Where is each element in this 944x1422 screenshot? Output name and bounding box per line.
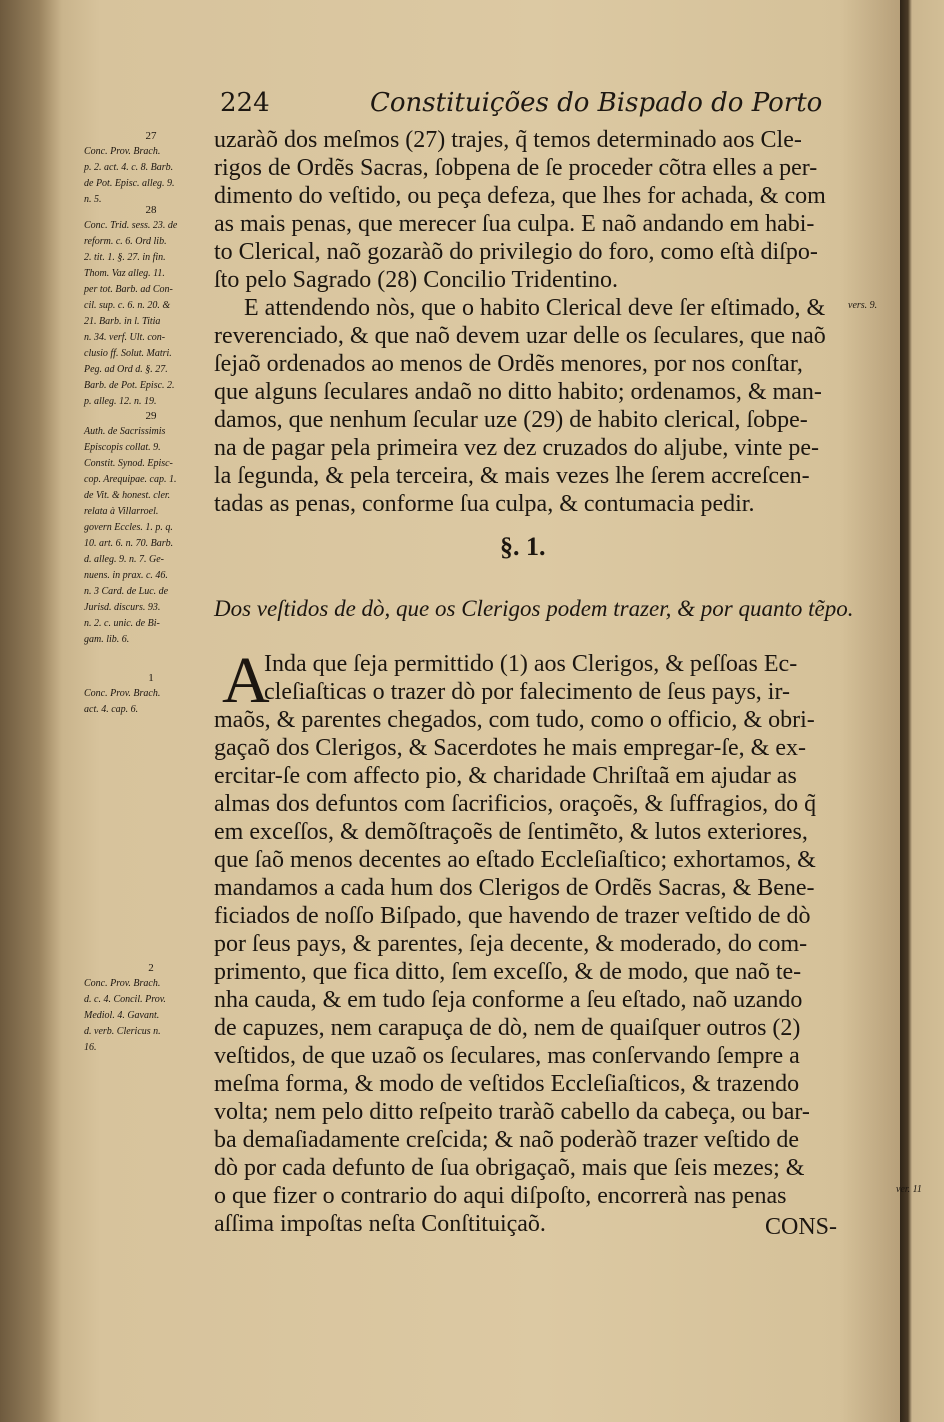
drop-cap: A (222, 644, 270, 717)
margin-note-number: 28 (145, 204, 157, 216)
text-line: almas dos defuntos com ſacrificios, oraçoẽs, & ſuffragios, do q̃ (214, 791, 817, 817)
text-line: uzaràõ dos meſmos (27) trajes, q̃ temos determinado aos Cle- (214, 127, 802, 153)
text-line: meſma forma, & modo de veſtidos Eccleſiaſticos, & trazendo (214, 1071, 800, 1097)
margin-note-line: relata à Villarroel. (84, 506, 159, 517)
margin-note-line: n. 2. c. unic. de Bi- (84, 618, 160, 629)
section-mark: §. 1. (500, 532, 546, 561)
text-line: to Clerical, naõ gozaràõ do privilegio do foro, como eſtà diſpo- (214, 239, 818, 265)
text-line: damos, que nenhum ſecular uze (29) de habito clerical, ſobpe- (214, 407, 808, 433)
margin-note-line: gam. lib. 6. (84, 634, 130, 645)
margin-note-line: p. 2. act. 4. c. 8. Barb. (84, 162, 174, 173)
margin-note-line: Conc. Prov. Brach. (84, 978, 161, 989)
margin-note-line: Episcopis collat. 9. (84, 442, 161, 453)
page-header (220, 88, 860, 128)
text-line: de capuzes, nem carapuça de dò, nem de quaiſquer outros (2) (214, 1015, 801, 1041)
text-line: E attendendo nòs, que o habito Clerical deve ſer eſtimado, & (244, 295, 826, 321)
margin-note-line: Conc. Prov. Brach. (84, 688, 161, 699)
margin-note-line: Thom. Vaz alleg. 11. (84, 268, 165, 279)
text-line: por ſeus pays, & parentes, ſeja decente, & moderado, do com- (214, 931, 808, 957)
text-line: que ſaõ menos decentes ao eſtado Eccleſiaſtico; exhortamos, & (214, 847, 816, 873)
margin-note-number: 29 (145, 410, 157, 422)
margin-note-line: 21. Barb. in l. Titia (84, 316, 161, 327)
margin-note-line: reform. c. 6. Ord lib. (84, 236, 167, 247)
margin-ref-right: vers. 9. (848, 300, 878, 311)
margin-note-line: nuens. in prax. c. 46. (84, 570, 168, 581)
text-line: ba demaſiadamente creſcida; & naõ poderàõ trazer veſtido de (214, 1127, 800, 1153)
margin-note-line: 10. art. 6. n. 70. Barb. (84, 538, 174, 549)
text-line: nha cauda, & em tudo ſeja conforme a ſeu eſtado, naõ uzando (214, 987, 803, 1013)
text-line: o que fizer o contrario do aqui diſpoſto, encorrerà nas penas (214, 1183, 787, 1209)
text-line: que alguns ſeculares andaõ no ditto habito; ordenamos, & man- (214, 379, 822, 405)
text-line: as mais penas, que merecer ſua culpa. E naõ andando em habi- (214, 211, 815, 237)
margin-note-line: d. verb. Clericus n. (84, 1026, 161, 1037)
margin-note-line: Peg. ad Ord d. §. 27. (84, 364, 168, 375)
margin-note-line: de Pot. Episc. alleg. 9. (84, 178, 175, 189)
margin-note-line: de Vit. & honest. cler. (84, 490, 171, 501)
text-line: em exceſſos, & demõſtraçoẽs de ſentimẽto, & lutos exteriores, (214, 819, 808, 845)
margin-note-line: Barb. de Pot. Episc. 2. (84, 380, 175, 391)
margin-note-line: govern Eccles. 1. p. q. (84, 522, 173, 533)
margin-note-line: d. c. 4. Concil. Prov. (84, 994, 166, 1005)
margin-note-line: Mediol. 4. Gavant. (84, 1010, 160, 1021)
margin-note-line: Conc. Trid. sess. 23. de (84, 220, 178, 231)
book-gutter-left (0, 0, 40, 1422)
margin-note-line: act. 4. cap. 6. (84, 704, 139, 715)
text-line: veſtidos, de que uzaõ os ſeculares, mas conſervando ſempre a (214, 1043, 800, 1069)
margin-note-27 (84, 128, 218, 208)
margin-note-line: cop. Arequipae. cap. 1. (84, 474, 177, 485)
section-subheading: Dos veſtidos de dò, que os Clerigos podem trazer, & por quanto tẽpo. (214, 596, 854, 621)
margin-note-line: p. alleg. 12. n. 19. (84, 396, 157, 407)
margin-note-line: cil. sup. c. 6. n. 20. & (84, 300, 171, 311)
margin-note-number: 27 (145, 130, 157, 142)
text-line: primento, que fica ditto, ſem exceſſo, & de modo, que naõ te- (214, 959, 802, 985)
margin-note-line: Conc. Prov. Brach. (84, 146, 161, 157)
facing-page-edge (900, 0, 944, 1422)
text-line: rigos de Ordẽs Sacras, ſobpena de ſe proceder cõtra elles a per- (214, 155, 818, 181)
text-line: volta; nem pelo ditto reſpeito traràõ cabello da cabeça, ou bar- (214, 1099, 810, 1125)
margin-note-number: 2 (148, 962, 154, 974)
text-line: na de pagar pela primeira vez dez cruzados do aljube, vinte pe- (214, 435, 820, 461)
margin-note-number: 1 (148, 672, 154, 684)
text-line: tadas as penas, conforme ſua culpa, & contumacia pedir. (214, 491, 755, 517)
text-line: mandamos a cada hum dos Clerigos de Ordẽs Sacras, & Bene- (214, 875, 815, 901)
text-line: Inda que ſeja permittido (1) aos Clerigos, & peſſoas Ec- (264, 651, 798, 677)
text-line: dimento do veſtido, ou peça defeza, que lhes for achada, & com (214, 183, 826, 209)
page-number: 224 (220, 88, 270, 118)
margin-note-line: Auth. de Sacrissimis (84, 426, 166, 437)
margin-note-line: clusio ff. Solut. Matri. (84, 348, 172, 359)
margin-note-line: Constit. Synod. Episc- (84, 458, 173, 469)
text-line: aſſima impoſtas neſta Conſtituiçaõ. (214, 1211, 546, 1237)
text-line: cleſiaſticas o trazer dò por falecimento de ſeus pays, ir- (264, 679, 790, 705)
text-line: la ſegunda, & pela terceira, & mais vezes lhe ſerem accreſcen- (214, 463, 810, 489)
text-line: ercitar-ſe com affecto pio, & charidade Chriſtaã em ajudar as (214, 763, 797, 789)
text-line: ficiados de noſſo Biſpado, que havendo de trazer veſtido de dò (214, 903, 811, 929)
margin-note-line: 2. tit. 1. §. 27. in fin. (84, 252, 166, 263)
margin-note-line: n. 34. verf. Ult. con- (84, 332, 166, 343)
running-title: Constituições do Bispado do Porto (370, 88, 823, 118)
text-line: reverenciado, & que naõ devem uzar delle os ſeculares, que naõ (214, 323, 826, 349)
margin-note-29 (84, 408, 218, 648)
margin-note-line: n. 5. (84, 194, 102, 205)
text-line: gaçaõ dos Clerigos, & Sacerdotes he mais empregar-ſe, & ex- (214, 735, 806, 761)
margin-note-line: per tot. Barb. ad Con- (84, 284, 173, 295)
text-line: dò por cada defunto de ſua obrigaçaõ, mais que ſeis mezes; & (214, 1155, 805, 1181)
text-line: ſto pelo Sagrado (28) Concilio Tridentino. (214, 267, 618, 293)
margin-note-2 (84, 960, 218, 1056)
margin-note-28 (84, 202, 218, 410)
margin-note-line: n. 3 Card. de Luc. de (84, 586, 169, 597)
text-line: ſejaõ ordenados ao menos de Ordẽs menores, por nos conſtar, (214, 351, 803, 377)
margin-note-line: Jurisd. discurs. 93. (84, 602, 161, 613)
margin-ref-right: ver. 11 (896, 1184, 922, 1195)
margin-note-1 (84, 670, 218, 718)
catchword: CONS- (765, 1214, 838, 1240)
margin-note-line: 16. (84, 1042, 97, 1053)
text-line: maõs, & parentes chegados, com tudo, como o officio, & obri- (214, 707, 815, 733)
margin-note-line: d. alleg. 9. n. 7. Ge- (84, 554, 164, 565)
